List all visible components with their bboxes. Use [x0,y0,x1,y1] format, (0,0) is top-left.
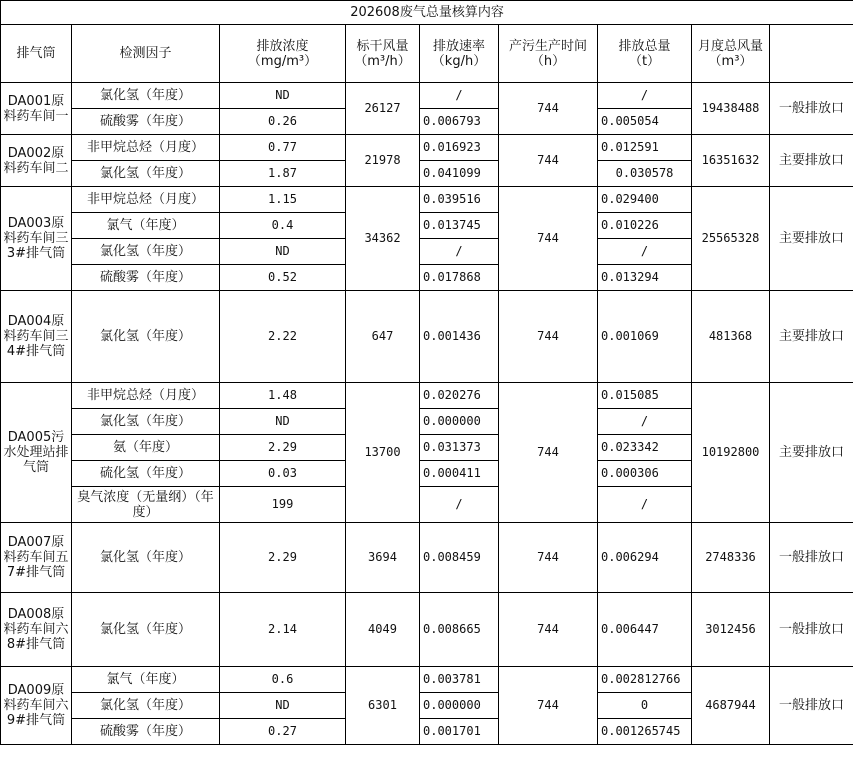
total-cell: 0.015085 [598,383,692,409]
concentration-cell: 2.29 [220,435,346,461]
header-factor: 检测因子 [72,25,220,83]
rate-cell: 0.001701 [420,719,499,745]
factor-cell: 氯气（年度） [72,667,220,693]
concentration-cell: 1.87 [220,161,346,187]
concentration-cell: 199 [220,487,346,523]
concentration-cell: 0.4 [220,213,346,239]
rate-cell: 0.000000 [420,409,499,435]
header-outlet: 排气筒 [1,25,72,83]
total-cell: 0.012591 [598,135,692,161]
total-cell: 0.001069 [598,291,692,383]
outlet-name: DA003原料药车间三3#排气筒 [1,187,72,291]
concentration-cell: 0.77 [220,135,346,161]
total-cell: 0.030578 [598,161,692,187]
outlet-type-cell: 一般排放口 [770,523,853,593]
outlet-name: DA008原料药车间六8#排气筒 [1,593,72,667]
flow-cell: 647 [346,291,420,383]
concentration-cell: ND [220,83,346,109]
table-row [1,83,853,109]
factor-cell: 氯化氢（年度） [72,693,220,719]
factor-cell: 非甲烷总烃（月度） [72,135,220,161]
concentration-cell: ND [220,239,346,265]
monthly-flow-cell: 25565328 [692,187,770,291]
factor-cell: 硫酸雾（年度） [72,265,220,291]
factor-cell: 氯化氢（年度） [72,409,220,435]
table-row [1,523,853,593]
flow-cell: 26127 [346,83,420,135]
concentration-cell: 2.22 [220,291,346,383]
flow-cell: 21978 [346,135,420,187]
factor-cell: 臭气浓度（无量纲）（年度） [72,487,220,523]
rate-cell: / [420,487,499,523]
total-cell: / [598,409,692,435]
factor-cell: 氯化氢（年度） [72,291,220,383]
monthly-flow-cell: 16351632 [692,135,770,187]
outlet-name: DA001原料药车间一 [1,83,72,135]
concentration-cell: 2.29 [220,523,346,593]
concentration-cell: 0.6 [220,667,346,693]
outlet-type-cell: 主要排放口 [770,187,853,291]
flow-cell: 4049 [346,593,420,667]
outlet-type-cell: 主要排放口 [770,135,853,187]
outlet-name: DA007原料药车间五7#排气筒 [1,523,72,593]
rate-cell: 0.000000 [420,693,499,719]
table-row [1,593,853,667]
total-cell: 0.029400 [598,187,692,213]
concentration-cell: ND [220,409,346,435]
header-concentration: 排放浓度 （mg/m³） [220,25,346,83]
concentration-cell: 0.27 [220,719,346,745]
concentration-cell: 1.48 [220,383,346,409]
flow-cell: 13700 [346,383,420,523]
factor-cell: 氯化氢（年度） [72,593,220,667]
total-cell: 0 [598,693,692,719]
total-cell: 0.001265745 [598,719,692,745]
concentration-cell: ND [220,693,346,719]
rate-cell: 0.006793 [420,109,499,135]
concentration-cell: 0.26 [220,109,346,135]
header-monthly-flow: 月度总风量 （m³） [692,25,770,83]
outlet-name: DA004原料药车间三4#排气筒 [1,291,72,383]
rate-cell: 0.039516 [420,187,499,213]
rate-cell: 0.003781 [420,667,499,693]
concentration-cell: 0.03 [220,461,346,487]
total-cell: 0.002812766 [598,667,692,693]
hours-cell: 744 [499,593,598,667]
hours-cell: 744 [499,383,598,523]
flow-cell: 6301 [346,667,420,745]
factor-cell: 氯化氢（年度） [72,239,220,265]
monthly-flow-cell: 2748336 [692,523,770,593]
header-rate: 排放速率 （kg/h） [420,25,499,83]
rate-cell: 0.016923 [420,135,499,161]
monthly-flow-cell: 481368 [692,291,770,383]
rate-cell: 0.020276 [420,383,499,409]
total-cell: 0.006447 [598,593,692,667]
outlet-name: DA002原料药车间二 [1,135,72,187]
factor-cell: 氨（年度） [72,435,220,461]
outlet-type-cell: 一般排放口 [770,667,853,745]
rate-cell: / [420,239,499,265]
rate-cell: 0.017868 [420,265,499,291]
outlet-type-cell: 一般排放口 [770,593,853,667]
factor-cell: 氯化氢（年度） [72,83,220,109]
rate-cell: 0.041099 [420,161,499,187]
hours-cell: 744 [499,187,598,291]
header-total: 排放总量 （t） [598,25,692,83]
total-cell: 0.023342 [598,435,692,461]
flow-cell: 3694 [346,523,420,593]
monthly-flow-cell: 3012456 [692,593,770,667]
flow-cell: 34362 [346,187,420,291]
hours-cell: 744 [499,135,598,187]
factor-cell: 氯化氢（年度） [72,161,220,187]
rate-cell: / [420,83,499,109]
monthly-flow-cell: 4687944 [692,667,770,745]
total-cell: 0.005054 [598,109,692,135]
header-flow: 标干风量 （m³/h） [346,25,420,83]
table-title: 202608废气总量核算内容 [1,1,853,25]
rate-cell: 0.031373 [420,435,499,461]
outlet-name: DA005污水处理站排气筒 [1,383,72,523]
table-row [1,135,853,161]
total-cell: 0.010226 [598,213,692,239]
outlet-name: DA009原料药车间六9#排气筒 [1,667,72,745]
hours-cell: 744 [499,667,598,745]
header-row [1,25,853,83]
total-cell: 0.013294 [598,265,692,291]
total-cell: 0.006294 [598,523,692,593]
monthly-flow-cell: 19438488 [692,83,770,135]
total-cell: / [598,487,692,523]
concentration-cell: 1.15 [220,187,346,213]
outlet-type-cell: 主要排放口 [770,291,853,383]
total-cell: 0.000306 [598,461,692,487]
concentration-cell: 0.52 [220,265,346,291]
header-type [770,25,853,83]
table-row [1,187,853,213]
hours-cell: 744 [499,523,598,593]
factor-cell: 硫酸雾（年度） [72,109,220,135]
rate-cell: 0.001436 [420,291,499,383]
rate-cell: 0.008665 [420,593,499,667]
total-cell: / [598,83,692,109]
factor-cell: 非甲烷总烃（月度） [72,383,220,409]
factor-cell: 硫化氢（年度） [72,461,220,487]
table-row [1,667,853,693]
outlet-type-cell: 一般排放口 [770,83,853,135]
table-row [1,383,853,409]
hours-cell: 744 [499,83,598,135]
concentration-cell: 2.14 [220,593,346,667]
rate-cell: 0.008459 [420,523,499,593]
factor-cell: 硫酸雾（年度） [72,719,220,745]
factor-cell: 氯气（年度） [72,213,220,239]
hours-cell: 744 [499,291,598,383]
rate-cell: 0.000411 [420,461,499,487]
outlet-type-cell: 主要排放口 [770,383,853,523]
factor-cell: 非甲烷总烃（月度） [72,187,220,213]
total-cell: / [598,239,692,265]
rate-cell: 0.013745 [420,213,499,239]
table-row [1,291,853,383]
monthly-flow-cell: 10192800 [692,383,770,523]
factor-cell: 氯化氢（年度） [72,523,220,593]
header-hours: 产污生产时间 （h） [499,25,598,83]
